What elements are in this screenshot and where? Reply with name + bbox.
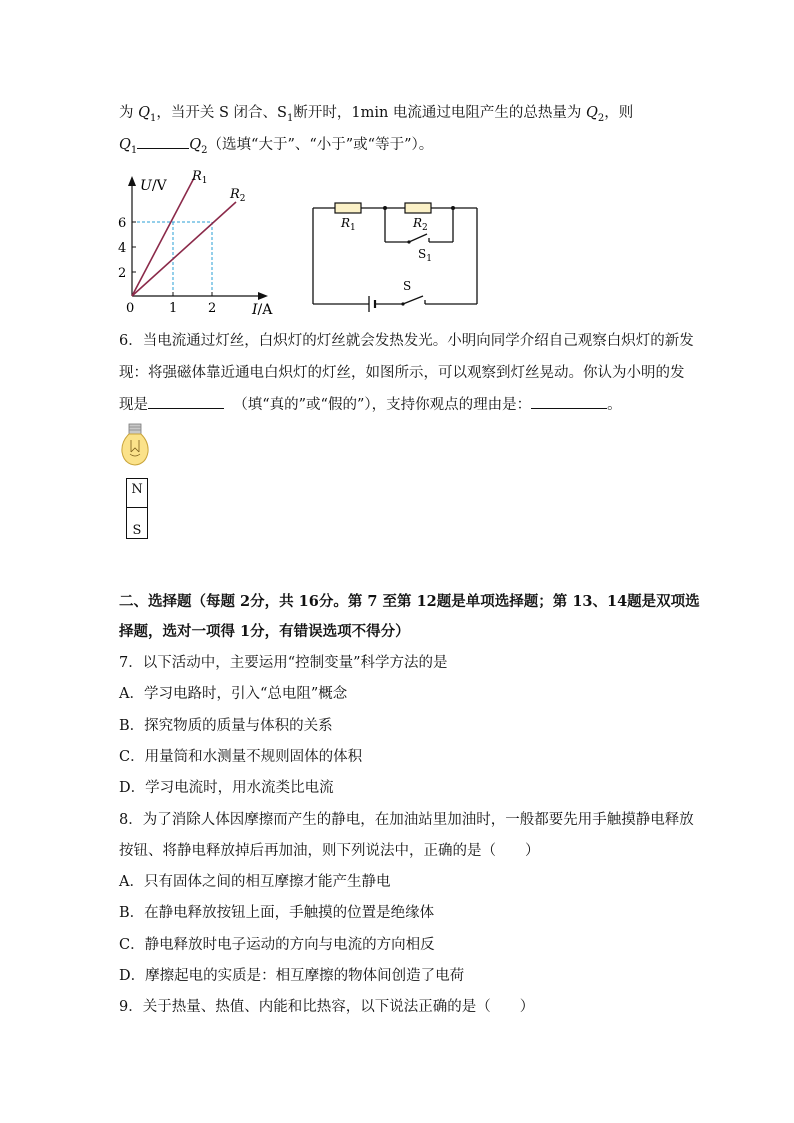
origin-label: 0 — [126, 301, 135, 316]
q6-line-1: 6．当电流通过灯丝，白炽灯的灯丝就会发热发光。小明向同学介绍自己观察白炽灯的新发 — [119, 333, 694, 349]
switch-contact — [401, 302, 404, 305]
resistor-r1 — [335, 203, 361, 213]
q7-option-c[interactable]: C．用量筒和水测量不规则固体的体积 — [119, 749, 363, 765]
q8-option-c[interactable]: C．静电释放时电子运动的方向与电流的方向相反 — [119, 937, 435, 953]
y-tick-label: 2 — [118, 266, 127, 281]
y-tick-label: 6 — [118, 216, 127, 231]
sub: 2 — [597, 112, 605, 124]
sub: 1 — [130, 144, 138, 156]
circuit-diagram — [305, 190, 490, 312]
q7-option-b[interactable]: B．探究物质的质量与体积的关系 — [119, 718, 333, 734]
answer-blank[interactable] — [137, 134, 189, 149]
sub: 1 — [286, 112, 294, 124]
q5-line-1 — [119, 103, 633, 129]
var-q1: Q — [138, 105, 150, 121]
q7-option-a[interactable]: A．学习电路时，引入“总电阻”概念 — [119, 686, 348, 702]
line-r1 — [132, 178, 194, 296]
x-tick-label: 1 — [169, 301, 178, 316]
var-q2: Q — [189, 137, 202, 153]
sub: 2 — [201, 144, 208, 156]
ui-graph — [112, 166, 282, 318]
north-label: N — [131, 482, 143, 497]
circuit-r2-label: $R_2$ — [413, 216, 428, 233]
y-axis-label: U/V — [140, 178, 167, 194]
line-r2 — [132, 202, 236, 296]
r1-label: $R_1$ — [192, 169, 208, 186]
junction — [451, 206, 455, 210]
magnet-south-pole — [126, 507, 148, 539]
r2-label: $R_2$ — [230, 187, 246, 204]
section2-heading-2: 择题，选对一项得 1分，有错误选项不得分） — [119, 623, 410, 640]
x-axis-label: I/A — [252, 302, 273, 318]
x-axis-arrow-icon — [258, 292, 268, 300]
circuit-s1-label: $S_1$ — [418, 247, 432, 264]
q9-stem: 9．关于热量、热值、内能和比热容，以下说法正确的是（ ） — [119, 999, 535, 1015]
text: 。 — [607, 397, 622, 413]
text: 断开时，1min 电流通过电阻产生的总热量为 — [293, 105, 587, 121]
text: （选填“大于”、“小于”或“等于”）。 — [207, 137, 434, 153]
text: 现是 — [119, 397, 148, 413]
q6-line-3 — [119, 394, 622, 415]
var-q2: Q — [586, 105, 598, 121]
circuit-s-label: S — [403, 279, 412, 293]
text: ，则 — [604, 105, 634, 121]
south-label: S — [132, 523, 142, 538]
section2-heading-1: 二、选择题（每题 2分，共 16分。第 7 至第 12题是单项选择题；第 13、14题是双项选 — [119, 593, 700, 610]
resistor-r2 — [405, 203, 431, 213]
q8-stem-2: 按钮、将静电释放掉后再加油，则下列说法中，正确的是（ ） — [119, 843, 540, 859]
q8-stem-1: 8．为了消除人体因摩擦而产生的静电，在加油站里加油时，一般都要先用手触摸静电释放 — [119, 812, 694, 828]
junction — [383, 206, 387, 210]
q7-option-d[interactable]: D．学习电流时，用水流类比电流 — [119, 780, 334, 796]
circuit-r1-label: $R_1$ — [341, 216, 356, 233]
y-tick-label: 4 — [118, 241, 127, 256]
magnet-north-pole — [126, 478, 148, 508]
text: （填“真的”或“假的”），支持你观点的理由是： — [233, 397, 532, 413]
q7-stem: 7．以下活动中，主要运用“控制变量”科学方法的是 — [119, 655, 448, 671]
q8-option-d[interactable]: D．摩擦起电的实质是：相互摩擦的物体间创造了电荷 — [119, 968, 465, 984]
answer-blank[interactable] — [531, 394, 607, 409]
sub: 1 — [150, 112, 157, 124]
var-q1: Q — [119, 137, 131, 153]
q8-option-b[interactable]: B．在静电释放按钮上面，手触摸的位置是绝缘体 — [119, 905, 435, 921]
light-bulb-icon — [118, 420, 152, 468]
text: 为 — [119, 105, 139, 121]
switch-contact — [407, 240, 410, 243]
q6-line-2: 现：将强磁体靠近通电白炽灯的灯丝，如图所示，可以观察到灯丝晃动。你认为小明的发 — [119, 365, 685, 381]
q8-option-a[interactable]: A．只有固体之间的相互摩擦才能产生静电 — [119, 874, 391, 890]
y-axis-arrow-icon — [128, 176, 136, 186]
text: ，当开关 S 闭合、S — [156, 105, 287, 121]
q5-line-2 — [119, 134, 433, 161]
answer-blank[interactable] — [148, 394, 224, 409]
x-tick-label: 2 — [208, 301, 217, 316]
